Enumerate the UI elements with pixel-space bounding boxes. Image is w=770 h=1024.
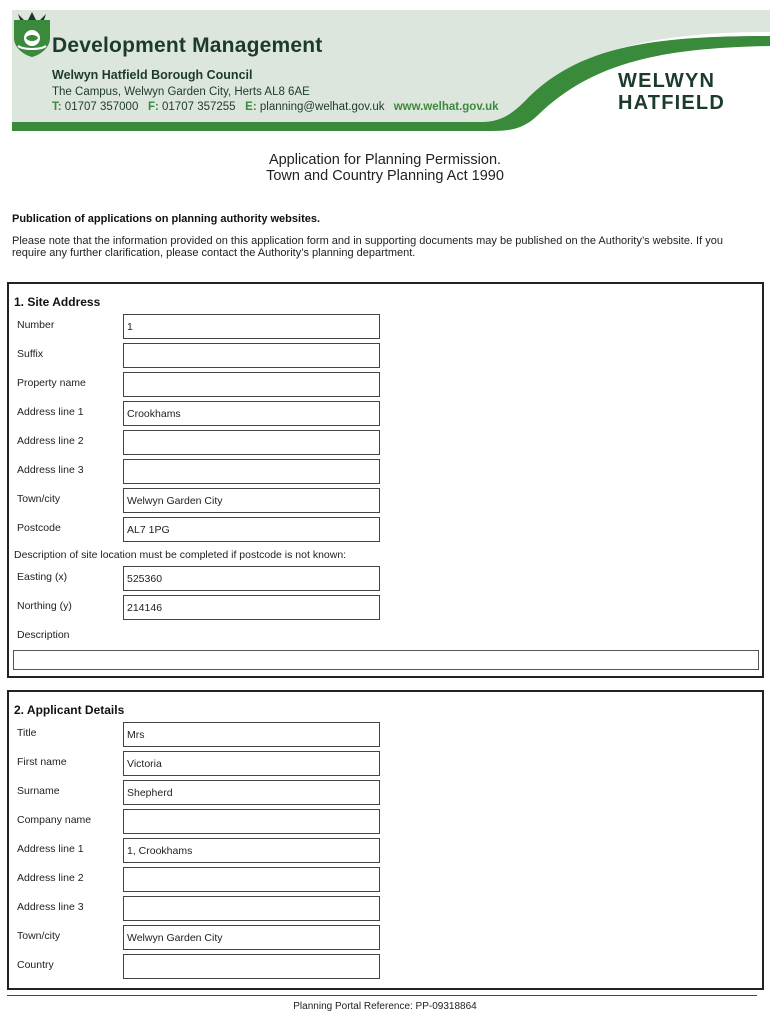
applicant-address-line-3-label: Address line 3 xyxy=(17,901,84,913)
site-address-heading: 1. Site Address xyxy=(14,295,101,309)
applicant-title-field[interactable]: Mrs xyxy=(123,722,380,747)
document-title-line-2: Town and Country Planning Act 1990 xyxy=(266,168,504,184)
site-address-line-1-field[interactable]: Crookhams xyxy=(123,401,380,426)
fax-key: F: xyxy=(147,101,159,113)
applicant-company-field[interactable] xyxy=(123,809,380,834)
site-property-name-label: Property name xyxy=(17,377,86,389)
council-shield-icon xyxy=(12,10,52,58)
site-address-line-2-field[interactable] xyxy=(123,430,380,455)
contact-line xyxy=(52,101,499,113)
site-postcode-label: Postcode xyxy=(17,522,61,534)
applicant-surname-field[interactable]: Shepherd xyxy=(123,780,380,805)
applicant-address-line-1-field[interactable]: 1, Crookhams xyxy=(123,838,380,863)
easting-field[interactable]: 525360 xyxy=(123,566,380,591)
logo-line-2: HATFIELD xyxy=(618,92,725,114)
site-address-line-3-label: Address line 3 xyxy=(17,464,84,476)
applicant-address-line-2-field[interactable] xyxy=(123,867,380,892)
applicant-address-line-3-field[interactable] xyxy=(123,896,380,921)
site-number-field[interactable]: 1 xyxy=(123,314,380,339)
publication-heading: Publication of applications on planning authority websites. xyxy=(12,213,321,225)
applicant-country-label: Country xyxy=(17,959,54,971)
email-key: E: xyxy=(245,101,257,113)
council-name: Welwyn Hatfield Borough Council xyxy=(52,68,253,82)
footer-divider xyxy=(7,995,757,996)
site-town-label: Town/city xyxy=(17,493,61,505)
site-property-name-field[interactable] xyxy=(123,372,380,397)
council-address: The Campus, Welwyn Garden City, Herts AL8 6AE xyxy=(52,86,310,98)
site-suffix-field[interactable] xyxy=(123,343,380,368)
publication-text: Please note that the information provided on this application form and in supporting documents may be published on the Authority’s website. If you require any further clarification, please contact the Authority’s planning department. xyxy=(12,235,723,259)
applicant-company-label: Company name xyxy=(17,814,92,826)
site-address-section xyxy=(7,282,764,678)
applicant-country-field[interactable] xyxy=(123,954,380,979)
applicant-first-name-field[interactable]: Victoria xyxy=(123,751,380,776)
fax-number: 01707 357255 xyxy=(162,101,236,113)
applicant-details-section xyxy=(7,690,764,990)
site-suffix-label: Suffix xyxy=(17,348,44,360)
northing-label: Northing (y) xyxy=(17,600,72,612)
description-field[interactable] xyxy=(13,650,759,670)
description-label: Description xyxy=(17,629,70,641)
site-address-line-2-label: Address line 2 xyxy=(17,435,84,447)
applicant-address-line-2-label: Address line 2 xyxy=(17,872,84,884)
applicant-address-line-1-label: Address line 1 xyxy=(17,843,84,855)
logo-line-1: WELWYN xyxy=(618,70,716,92)
easting-label: Easting (x) xyxy=(17,571,68,583)
applicant-first-name-label: First name xyxy=(17,756,67,768)
site-location-note: Description of site location must be completed if postcode is not known: xyxy=(14,549,347,561)
phone-key: T: xyxy=(52,101,62,113)
site-postcode-field[interactable]: AL7 1PG xyxy=(123,517,380,542)
applicant-title-label: Title xyxy=(17,727,37,739)
site-address-line-1-label: Address line 1 xyxy=(17,406,84,418)
applicant-details-heading: 2. Applicant Details xyxy=(14,703,125,717)
applicant-town-label: Town/city xyxy=(17,930,61,942)
applicant-surname-label: Surname xyxy=(17,785,60,797)
northing-field[interactable]: 214146 xyxy=(123,595,380,620)
phone-number: 01707 357000 xyxy=(64,101,139,113)
site-town-field[interactable]: Welwyn Garden City xyxy=(123,488,380,513)
department-title: Development Management xyxy=(52,34,323,57)
council-logo-text xyxy=(618,70,725,114)
site-number-label: Number xyxy=(17,319,55,331)
document-title xyxy=(0,152,770,184)
applicant-town-field[interactable]: Welwyn Garden City xyxy=(123,925,380,950)
portal-reference: Planning Portal Reference: PP-09318864 xyxy=(293,1001,477,1012)
site-address-line-3-field[interactable] xyxy=(123,459,380,484)
email-address[interactable]: planning@welhat.gov.uk xyxy=(259,101,385,113)
website-link[interactable]: www.welhat.gov.uk xyxy=(393,101,499,113)
document-title-line-1: Application for Planning Permission. xyxy=(268,152,502,168)
header-banner xyxy=(12,10,770,131)
